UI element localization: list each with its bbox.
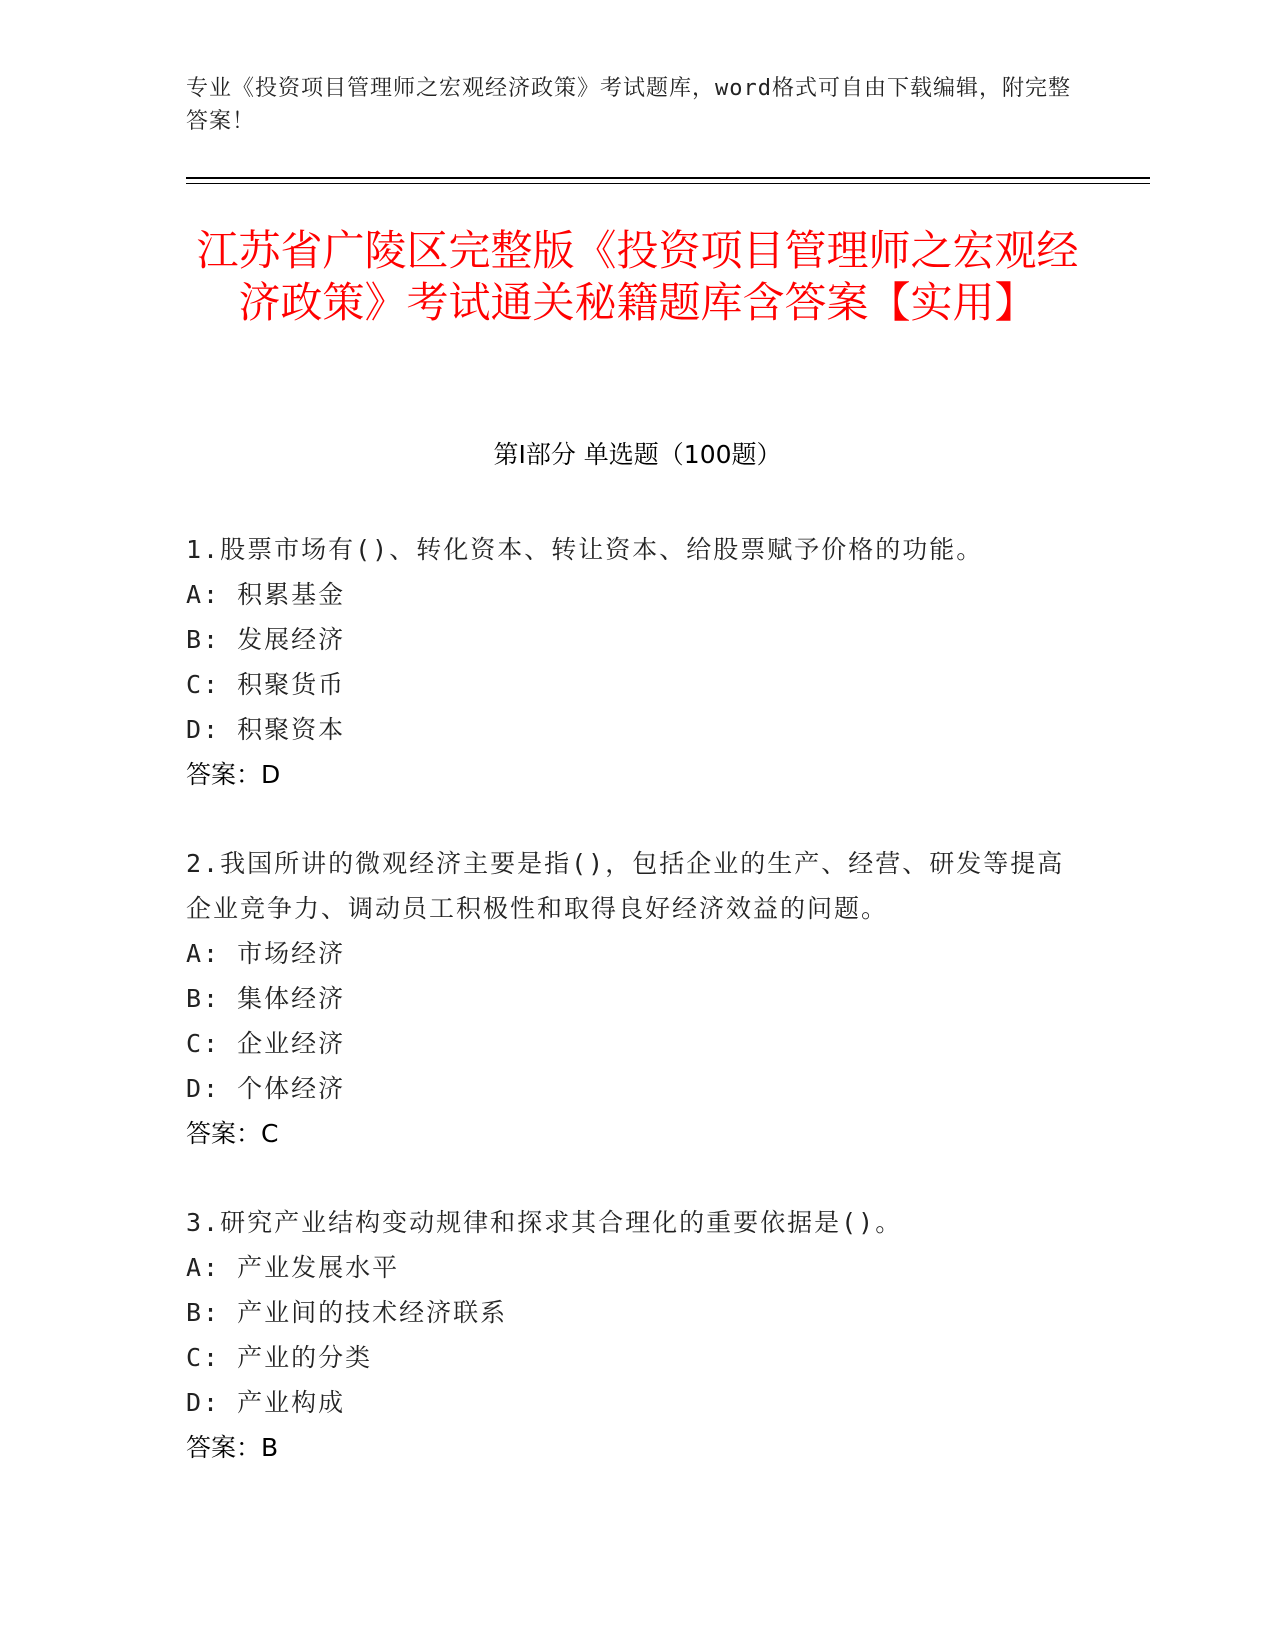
header-divider-thin [186,183,1150,184]
option-b: B: 发展经济 [186,625,346,654]
option-d: D: 产业构成 [186,1388,346,1417]
option-c: C: 积聚货币 [186,670,346,699]
option-b: B: 集体经济 [186,984,346,1013]
question-2 [186,841,1066,1156]
header-note: 专业《投资项目管理师之宏观经济政策》考试题库，word格式可自由下载编辑，附完整答案！ [186,76,1071,134]
section-heading: 第I部分 单选题（100题） [493,440,782,469]
option-a: A: 产业发展水平 [186,1253,400,1282]
question-1 [186,527,1066,797]
option-a: A: 市场经济 [186,939,346,968]
answer: 答案：D [186,760,281,789]
document-title: 江苏省广陵区完整版《投资项目管理师之宏观经济政策》考试通关秘籍题库含答案【实用】 [196,226,1079,327]
option-d: D: 个体经济 [186,1074,346,1103]
question-3 [186,1200,1066,1470]
answer: 答案：B [186,1433,279,1462]
question-stem: 2.我国所讲的微观经济主要是指()，包括企业的生产、经营、研发等提高企业竞争力、调动员工积极性和取得良好经济效益的问题。 [186,849,1065,923]
answer: 答案：C [186,1119,279,1148]
option-a: A: 积累基金 [186,580,346,609]
question-stem: 3.研究产业结构变动规律和探求其合理化的重要依据是()。 [186,1208,903,1237]
option-d: D: 积聚资本 [186,715,346,744]
option-c: C: 企业经济 [186,1029,346,1058]
option-b: B: 产业间的技术经济联系 [186,1298,508,1327]
question-stem: 1.股票市场有()、转化资本、转让资本、给股票赋予价格的功能。 [186,535,984,564]
header-divider-thick [186,177,1150,179]
option-c: C: 产业的分类 [186,1343,373,1372]
question-list [186,527,1066,1514]
